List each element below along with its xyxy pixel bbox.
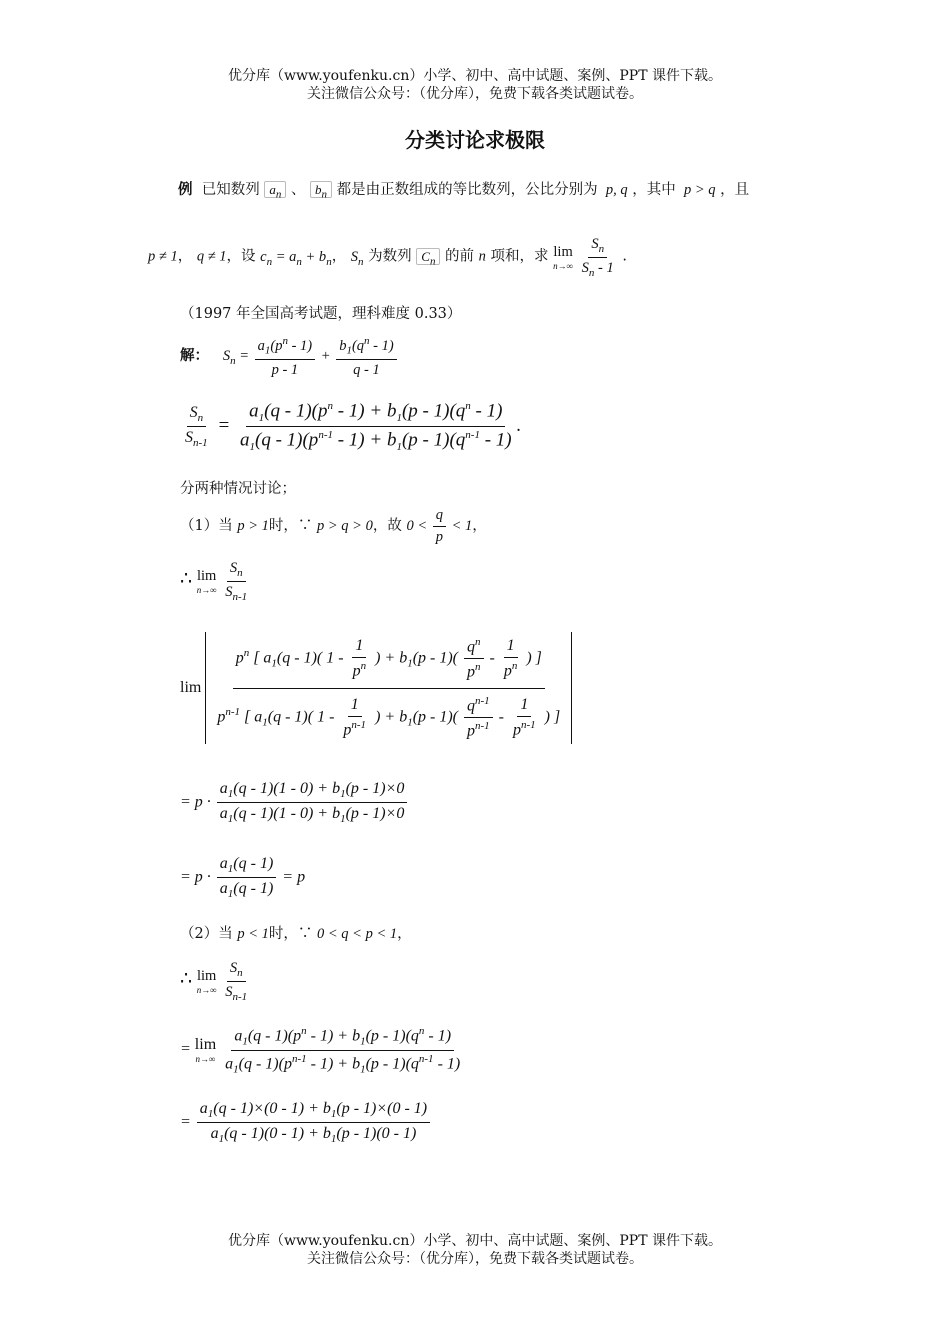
example-line-1 <box>178 178 749 201</box>
case-1-text-c: ，故 <box>372 517 402 534</box>
sequence-b: $b_n$ <box>310 181 332 198</box>
target-limit: lim n→∞ $\frac{S_n}{S_n - 1}$ <box>553 236 614 279</box>
page-footer <box>0 1232 950 1268</box>
header-line-2: 关注微信公众号：（优分库），免费下载各类试题试卷。 <box>307 86 643 102</box>
condition-q-ne-1: q ≠ 1 <box>196 248 227 265</box>
case-1-text-b: 时，∵ <box>268 517 313 534</box>
solution-label: 解： <box>180 348 209 365</box>
condition-p-ne-1: p ≠ 1 <box>148 248 178 265</box>
case-1-condition: （1）当 p > 1时，∵ p > q > 0，故 0 < $\frac{q}{p}$ < 1， <box>180 507 487 545</box>
footer-line-2: 关注微信公众号：（优分库），免费下载各类试题试卷。 <box>307 1251 643 1267</box>
example-text-11: . <box>622 248 627 265</box>
condition-p-gt-q: p > q <box>680 182 716 198</box>
page-header <box>0 67 950 103</box>
sequence-c: $C_n$ <box>416 248 440 265</box>
footer-line-1: 优分库（www.youfenku.cn）小学、初中、高中试题、案例、PPT 课件下载。 <box>227 1233 722 1249</box>
source-note: （1997 年全国高考试题，理科难度 0.33） <box>180 306 462 322</box>
case-2-step-2: = $\frac{a_1(q - 1)\times(0 - 1) + b_1(p - 1)\times(0 - 1)}{a_1(q - 1)(0 - 1) + b_1(p - 1)(0 - 1)}$ <box>180 1100 432 1145</box>
case-1-text-a: （1）当 <box>180 517 233 534</box>
therefore-symbol-2: ∴ <box>180 967 193 990</box>
example-text-10: 项和，求 <box>490 248 549 265</box>
therefore-symbol-1: ∴ <box>180 567 193 590</box>
example-text-7: ， <box>331 248 347 265</box>
solution-sn-formula: 解： $S_n$ = $\frac{a_1(p^n - 1)}{p - 1}$ + $\frac{b_1(q^n - 1)}{q - 1}$ <box>180 335 399 379</box>
example-label: 例 <box>178 182 193 198</box>
header-line-1: 优分库（www.youfenku.cn）小学、初中、高中试题、案例、PPT 课件下载。 <box>227 68 722 84</box>
example-text-6: ，设 <box>226 248 256 265</box>
case-1-step-2: = p · $\frac{a_1(q - 1)}{a_1(q - 1)}$ = p <box>180 855 306 901</box>
sn-symbol: $S_n$ <box>350 248 364 268</box>
case-2-text-b: 时，∵ <box>268 926 313 942</box>
case-2-text-c: ， <box>397 926 412 942</box>
ratios-pq: p, q <box>602 182 628 198</box>
example-text-9: 的前 <box>445 248 475 265</box>
case-1-step-1: = p · $\frac{a_1(q - 1)(1 - 0) + b_1(p - 1)\times 0}{a_1(q - 1)(1 - 0) + b_1(p - 1)\times 0}$ <box>180 780 409 825</box>
case-1-text-d: ， <box>472 517 487 534</box>
case-2-step-1: = lim n→∞ $\frac{a_1(q - 1)(p^n - 1) + b_1(p - 1)(q^n - 1)}{a_1(q - 1)(p^{n-1} - 1) + b_1(p - 1)(q^{n-1} - 1)}$ <box>180 1025 461 1076</box>
page-title: 分类讨论求极限 <box>405 128 545 152</box>
example-text-3: 都是由正数组成的等比数列，公比分别为 <box>336 182 598 198</box>
example-text-5: ，且 <box>720 182 750 198</box>
example-text-2: 、 <box>290 182 306 198</box>
sequence-a: $a_n$ <box>264 181 286 198</box>
case-1-limit-expansion: lim $p^n$ [ $a_1(q - 1)$( 1 - $\frac{1}{p^n}$ ) + $b_1(p - 1)$( $\frac{q^n}{p^n}$ - $\frac{1}{p^n}$ ) ] $p^{n-1}$ [ $a_1(q - 1)$( 1 - $\frac{1}{p^{n-1}}$ ) + $b_1(p - 1)$( $\frac{q^{n-1}}{p^{n-1}}$ - $\frac{1}{p^{n-1}}$ ) ] <box>180 632 572 744</box>
def-cn: $c_n = a_n + b_n$ <box>260 248 332 268</box>
example-text-4: ，其中 <box>632 182 676 198</box>
case-2-condition: （2）当 p < 1时，∵ 0 < q < p < 1， <box>180 926 412 942</box>
case-2-text-a: （2）当 <box>180 926 233 942</box>
ratio-formula: $\frac{S_n}{S_{n-1}}$ = $\frac{a_1(q - 1)(p^n - 1) + b_1(p - 1)(q^n - 1)}{a_1(q - 1)(p^{n-1} - 1) + b_1(p - 1)(q^{n-1} - 1)}$ . <box>185 400 522 454</box>
case-2-therefore: ∴ lim n→∞ $\frac{S_n}{S_{n-1}}$ <box>180 960 248 1003</box>
case-1-therefore: ∴ lim n→∞ $\frac{S_n}{S_{n-1}}$ <box>180 560 248 603</box>
n-symbol: n <box>478 248 486 265</box>
example-line-2: p ≠ 1， q ≠ 1，设 $c_n = a_n + b_n$， $S_n$ 为数列 $C_n$ 的前 n 项和，求 lim n→∞ $\frac{S_n}{S_n - 1}$ . <box>148 236 627 279</box>
example-text-1: 已知数列 <box>201 182 260 198</box>
example-text-8: 为数列 <box>368 248 412 265</box>
cases-intro: 分两种情况讨论； <box>180 481 296 497</box>
